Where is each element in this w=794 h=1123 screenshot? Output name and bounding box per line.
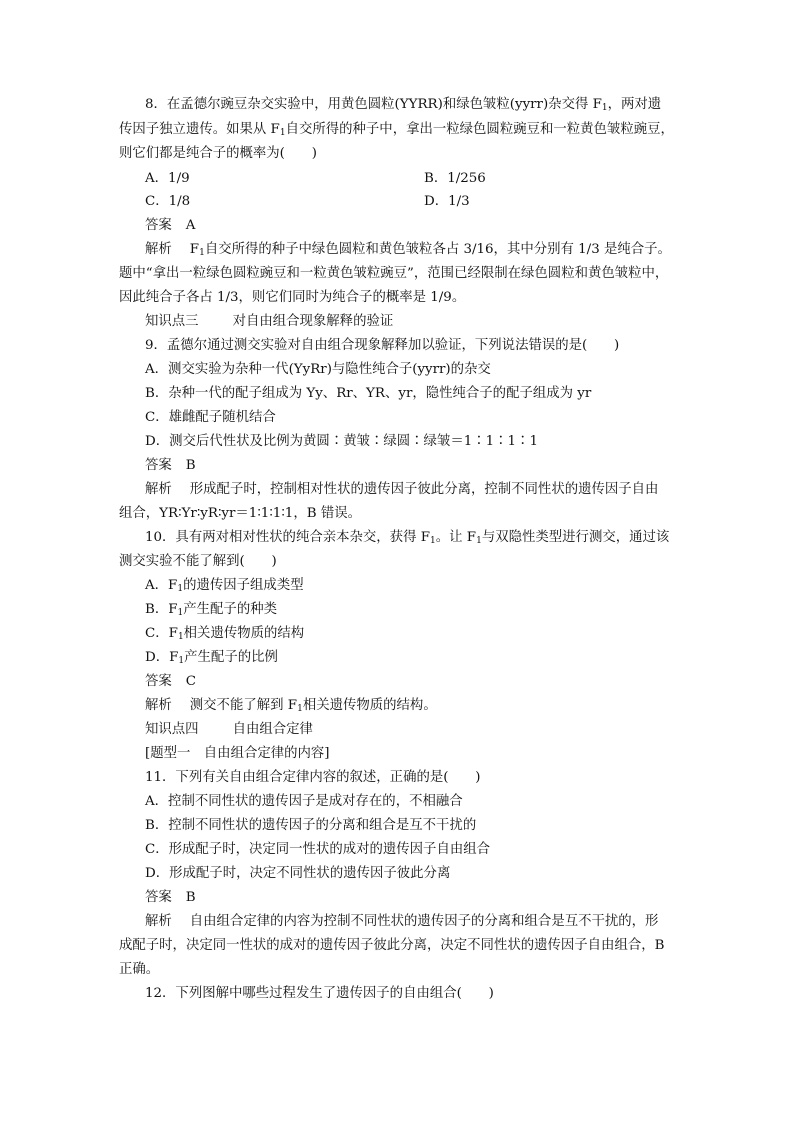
q11-analysis-line2: 成配子时，决定同一性状的成对的遗传因子彼此分离，决定不同性状的遗传因子自由组合，B <box>119 938 665 953</box>
q9-option-b: B．杂种一代的配子组成为 Yy、Rr、YR、yr，隐性纯合子的配子组成为 yr <box>145 386 592 401</box>
q11-analysis-line3: 正确。 <box>119 962 160 977</box>
q8-option-a: A．1/9 <box>145 171 190 186</box>
q9-option-a: A．测交实验为杂种一代(YyRr)与隐性纯合子(yyrr)的杂交 <box>145 362 491 377</box>
q11-option-a: A．控制不同性状的遗传因子是成对存在的，不相融合 <box>145 794 463 809</box>
knowledge-point-4-heading: 知识点四 自由组合定律 <box>145 722 313 737</box>
knowledge-point-3-heading: 知识点三 对自由组合现象解释的验证 <box>145 314 394 329</box>
q8-stem-line2: 传因子独立遗传。如果从 $F_1$自交所得的种子中，拿出一粒绿色圆粒豌豆和一粒黄色皱粒豌豆， <box>119 122 674 138</box>
q9-option-d: D．测交后代性状及比例为黄圆∶黄皱∶绿圆∶绿皱＝1∶1∶1∶1 <box>145 434 538 449</box>
q11-answer: 答案 B <box>145 890 196 905</box>
q8-analysis-line1: 解析 $F_1$自交所得的种子中绿色圆粒和黄色皱粒各占 3/16，其中分别有 1/3 是纯合子。 <box>145 242 671 258</box>
q8-stem-line3: 则它们都是纯合子的概率为( ) <box>119 146 317 161</box>
q11-analysis-line1: 解析 自由组合定律的内容为控制不同性状的遗传因子的分离和组合是互不干扰的，形 <box>145 914 659 929</box>
q9-option-c: C．雄雌配子随机结合 <box>145 410 276 425</box>
q11-option-c: C．形成配子时，决定同一性状的成对的遗传因子自由组合 <box>145 842 491 857</box>
q8-option-b: B．1/256 <box>424 171 486 186</box>
q11-option-d: D．形成配子时，决定不同性状的遗传因子彼此分离 <box>145 866 451 881</box>
q8-stem-line1: 8．在孟德尔豌豆杂交实验中，用黄色圆粒(YYRR)和绿色皱粒(yyrr)杂交得 $F_1$，两对遗 <box>145 97 662 113</box>
q8-analysis-line2: 题中“拿出一粒绿色圆粒豌豆和一粒黄色皱粒豌豆”，范围已经限制在绿色圆粒和黄色皱粒中， <box>119 266 669 281</box>
q11-option-b: B．控制不同性状的遗传因子的分离和组合是互不干扰的 <box>145 818 477 833</box>
q9-answer: 答案 B <box>145 458 196 473</box>
q10-answer: 答案 C <box>145 674 197 689</box>
q9-analysis-line1: 解析 形成配子时，控制相对性状的遗传因子彼此分离，控制不同性状的遗传因子自由 <box>145 482 659 497</box>
q12-stem: 12．下列图解中哪些过程发生了遗传因子的自由组合( ) <box>145 986 494 1001</box>
q10-stem-line1: 10．具有两对相对性状的纯合亲本杂交，获得 $F_1$。让 $F_1$与双隐性类型进行测交，通过该 <box>145 530 670 546</box>
q8-option-c: C．1/8 <box>145 194 191 209</box>
q8-analysis-line3: 因此纯合子各占 1/3，则它们同时为纯合子的概率是 1/9。 <box>119 290 466 305</box>
q10-option-c: C．$F_1$相关遗传物质的结构 <box>145 626 305 642</box>
q10-analysis: 解析 测交不能了解到 $F_1$相关遗传物质的结构。 <box>145 698 437 714</box>
q9-analysis-line2: 组合，YR∶Yr∶yR∶yr＝1∶1∶1∶1，B 错误。 <box>119 506 361 521</box>
q10-option-b: B．$F_1$产生配子的种类 <box>145 602 277 618</box>
q10-option-d: D．$F_1$产生配子的比例 <box>145 650 278 666</box>
q10-option-a: A．$F_1$的遗传因子组成类型 <box>145 578 304 594</box>
q8-option-d: D．1/3 <box>424 194 470 209</box>
question-type-heading: [题型一 自由组合定律的内容] <box>145 746 330 761</box>
q8-answer: 答案 A <box>145 218 196 233</box>
q9-stem: 9．孟德尔通过测交实验对自由组合现象解释加以验证，下列说法错误的是( ) <box>145 338 620 353</box>
q11-stem: 11．下列有关自由组合定律内容的叙述，正确的是( ) <box>145 770 481 785</box>
q10-stem-line2: 测交实验不能了解到( ) <box>119 554 277 569</box>
